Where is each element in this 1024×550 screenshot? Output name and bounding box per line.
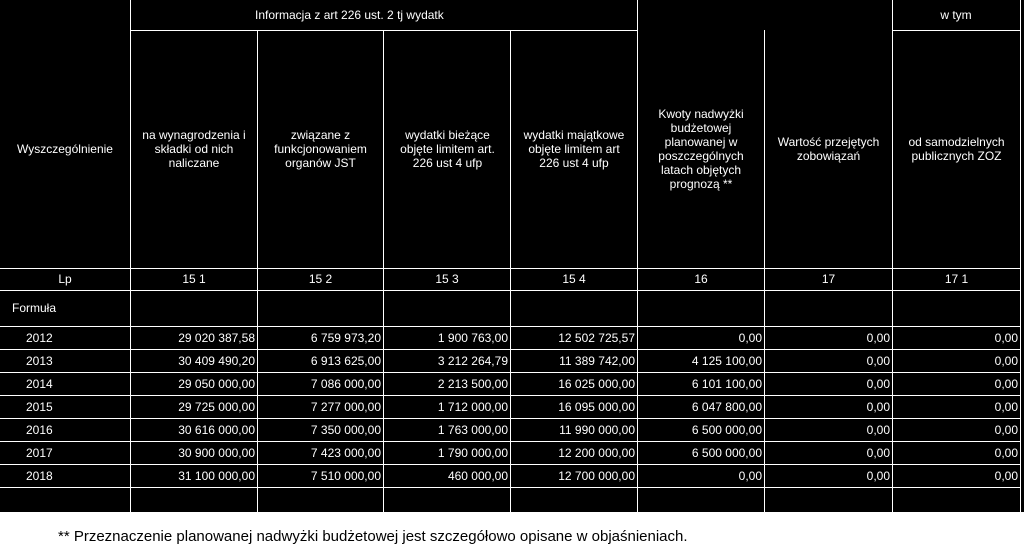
- table-cell: 7 350 000,00: [310, 422, 381, 437]
- row-year: 2017: [26, 445, 53, 460]
- grid-line: [0, 487, 1020, 488]
- table-cell: 0,00: [866, 330, 890, 345]
- table-cell: 30 409 490,20: [178, 353, 255, 368]
- table-cell: 7 086 000,00: [310, 376, 381, 391]
- lp-cell: 15 1: [182, 272, 206, 286]
- table-cell: 7 277 000,00: [310, 399, 381, 414]
- table-cell: 1 712 000,00: [437, 399, 508, 414]
- header-col-4: wydatki majątkowe objęte limitem art 226 ust 4 ufp: [523, 128, 625, 170]
- table-cell: 6 759 973,20: [310, 330, 381, 345]
- row-year: 2013: [26, 353, 53, 368]
- table-cell: 0,00: [866, 445, 890, 460]
- table-cell: 0,00: [994, 399, 1018, 414]
- table-cell: 4 125 100,00: [691, 353, 762, 368]
- header-group-title: Informacja z art 226 ust. 2 tj wydatk: [255, 8, 444, 22]
- row-year: 2015: [26, 399, 53, 414]
- table-cell: 29 020 387,58: [178, 330, 255, 345]
- header-col-5: Kwoty nadwyżki budżetowej planowanej w poszczególnych latach objętych prognozą **: [658, 107, 744, 191]
- table-cell: 0,00: [866, 468, 890, 483]
- table-cell: 6 101 100,00: [691, 376, 762, 391]
- table-cell: 16 025 000,00: [558, 376, 635, 391]
- row-year: 2018: [26, 468, 53, 483]
- formula-label: Formuła: [12, 301, 57, 315]
- table-cell: 31 100 000,00: [178, 468, 255, 483]
- table-cell: 29 725 000,00: [178, 399, 255, 414]
- table-cell: 1 763 000,00: [437, 422, 508, 437]
- grid-line: [0, 290, 1020, 291]
- table-cell: 0,00: [994, 445, 1018, 460]
- lp-cell: 15 3: [435, 272, 459, 286]
- table-cell: 0,00: [738, 468, 762, 483]
- header-w-tym: w tym: [940, 8, 972, 22]
- header-col-3: wydatki bieżące objęte limitem art. 226 ust 4 ufp: [400, 128, 495, 170]
- header-col-6: Wartość przejętych zobowiązań: [777, 135, 880, 163]
- table-cell: 0,00: [866, 399, 890, 414]
- lp-cell: 15 2: [308, 272, 333, 286]
- table-cell: 6 913 625,00: [310, 353, 381, 368]
- header-col-2: związane z funkcjonowaniem organów JST: [274, 128, 367, 170]
- grid-line: [1020, 0, 1021, 512]
- lp-cell: 17: [821, 272, 836, 286]
- table-cell: 0,00: [866, 376, 890, 391]
- table-cell: 6 500 000,00: [691, 445, 762, 460]
- table-cell: 0,00: [994, 468, 1018, 483]
- table-cell: 12 200 000,00: [558, 445, 635, 460]
- footnote: ** Przeznaczenie planowanej nadwyżki budżetowej jest szczegółowo opisane w objaśnieniach.: [58, 528, 688, 545]
- table-cell: 12 502 725,57: [558, 330, 635, 345]
- table-cell: 6 047 800,00: [691, 399, 762, 414]
- lp-cell: Lp: [58, 272, 72, 286]
- row-year: 2016: [26, 422, 53, 437]
- lp-cell: 17 1: [944, 272, 969, 286]
- table-cell: 11 389 742,00: [559, 353, 635, 368]
- row-year: 2012: [26, 330, 53, 345]
- table-cell: 2 213 500,00: [437, 376, 508, 391]
- table-cell: 0,00: [994, 422, 1018, 437]
- table-cell: 30 616 000,00: [178, 422, 255, 437]
- table-cell: 1 900 763,00: [437, 330, 508, 345]
- table-cell: 460 000,00: [447, 468, 508, 483]
- lp-cell: 16: [694, 272, 708, 286]
- lp-cell: 15 4: [562, 272, 586, 286]
- table-cell: 16 095 000,00: [558, 399, 635, 414]
- table-cell: 7 423 000,00: [310, 445, 381, 460]
- table-cell: 0,00: [866, 422, 890, 437]
- table-cell: 11 990 000,00: [559, 422, 635, 437]
- table-cell: 12 700 000,00: [558, 468, 635, 483]
- header-col-7: od samodzielnych publicznych ZOZ: [908, 135, 1005, 163]
- header-col-1: na wynagrodzenia i składki od nich naliczane: [142, 128, 246, 170]
- table-cell: 29 050 000,00: [178, 376, 255, 391]
- table-cell: 0,00: [994, 330, 1018, 345]
- table-cell: 0,00: [866, 353, 890, 368]
- table-cell: 6 500 000,00: [691, 422, 762, 437]
- header-col-wyszczegolnienie: Wyszczególnienie: [17, 142, 113, 156]
- table-cell: 0,00: [994, 353, 1018, 368]
- table-cell: 1 790 000,00: [437, 445, 508, 460]
- table-cell: 0,00: [738, 330, 762, 345]
- table-cell: 0,00: [994, 376, 1018, 391]
- table-cell: 30 900 000,00: [178, 445, 255, 460]
- table-cell: 7 510 000,00: [310, 468, 381, 483]
- table-cell: 3 212 264,79: [437, 353, 508, 368]
- row-year: 2014: [26, 376, 53, 391]
